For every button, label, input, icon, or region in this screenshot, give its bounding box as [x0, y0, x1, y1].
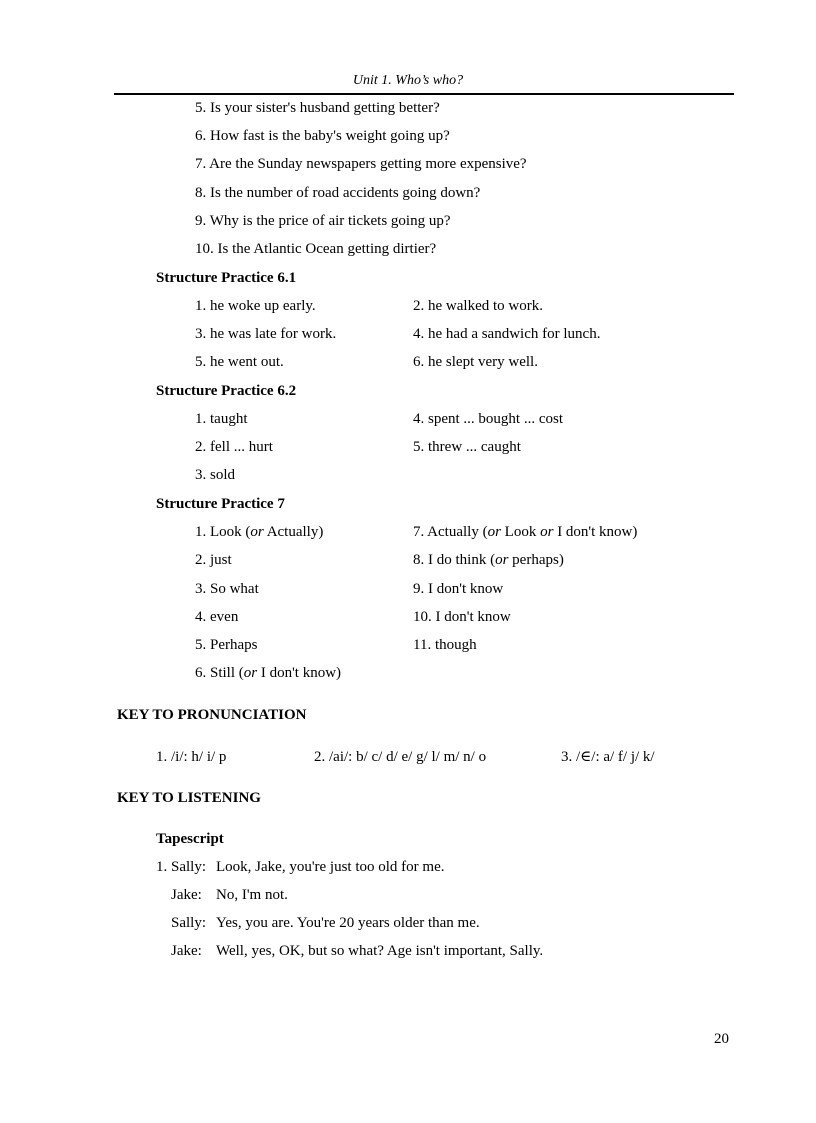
- pronunciation-item: 3. /∈/: a/ f/ j/ k/: [561, 749, 655, 765]
- answer-item: 4. spent ... bought ... cost: [413, 411, 563, 427]
- pronunciation-item: 1. /i/: h/ i/ p: [156, 749, 227, 765]
- answer-item: 1. Look (or Actually): [195, 524, 324, 540]
- answer-item: 7. Actually (or Look or I don't know): [413, 524, 638, 540]
- dialogue-speaker: Sally:: [171, 859, 207, 875]
- dialogue-speaker: Jake:: [171, 887, 202, 903]
- dialogue-speaker: Sally:: [171, 915, 207, 931]
- answer-item: 1. taught: [195, 411, 248, 427]
- answer-item: 2. just: [195, 552, 232, 568]
- answer-item: 3. he was late for work.: [195, 326, 337, 342]
- answer-item: 5. Perhaps: [195, 637, 258, 653]
- answer-item: 8. I do think (or perhaps): [413, 552, 564, 568]
- dialogue-line: Yes, you are. You're 20 years older than me.: [216, 915, 480, 931]
- answer-item: 9. I don't know: [413, 581, 504, 597]
- dialogue-number: 1.: [156, 859, 168, 875]
- answer-item: 3. So what: [195, 581, 259, 597]
- dialogue-speaker: Jake:: [171, 943, 202, 959]
- answer-item: 4. even: [195, 609, 239, 625]
- dialogue-line: Well, yes, OK, but so what? Age isn't important, Sally.: [216, 943, 544, 959]
- section-heading-sp62: Structure Practice 6.2: [156, 383, 297, 399]
- answer-item: 1. he woke up early.: [195, 298, 316, 314]
- dialogue-line: Look, Jake, you're just too old for me.: [216, 859, 445, 875]
- section-heading-pronunciation: KEY TO PRONUNCIATION: [117, 707, 307, 723]
- question-item: 7. Are the Sunday newspapers getting more expensive?: [195, 156, 527, 172]
- tapescript-heading: Tapescript: [156, 831, 224, 847]
- question-item: 10. Is the Atlantic Ocean getting dirtier?: [195, 241, 437, 257]
- answer-item: 6. he slept very well.: [413, 354, 538, 370]
- dialogue-line: No, I'm not.: [216, 887, 288, 903]
- section-heading-listening: KEY TO LISTENING: [117, 790, 261, 806]
- answer-item: 5. he went out.: [195, 354, 284, 370]
- answer-item: 5. threw ... caught: [413, 439, 521, 455]
- pronunciation-item: 2. /ai/: b/ c/ d/ e/ g/ l/ m/ n/ o: [314, 749, 487, 765]
- header-rule: [114, 93, 734, 95]
- question-item: 9. Why is the price of air tickets going up?: [195, 213, 451, 229]
- answer-item: 11. though: [413, 637, 477, 653]
- page-number: 20: [714, 1031, 729, 1047]
- answer-item: 2. he walked to work.: [413, 298, 543, 314]
- answer-item: 6. Still (or I don't know): [195, 665, 342, 681]
- answer-item: 10. I don't know: [413, 609, 511, 625]
- question-item: 5. Is your sister's husband getting better?: [195, 100, 440, 116]
- section-heading-sp61: Structure Practice 6.1: [156, 270, 297, 286]
- question-item: 8. Is the number of road accidents going down?: [195, 185, 481, 201]
- question-item: 6. How fast is the baby's weight going up?: [195, 128, 450, 144]
- running-header: Unit 1. Who’s who?: [352, 73, 464, 88]
- answer-item: 3. sold: [195, 467, 236, 483]
- answer-item: 4. he had a sandwich for lunch.: [413, 326, 601, 342]
- answer-item: 2. fell ... hurt: [195, 439, 273, 455]
- section-heading-sp7: Structure Practice 7: [156, 496, 285, 512]
